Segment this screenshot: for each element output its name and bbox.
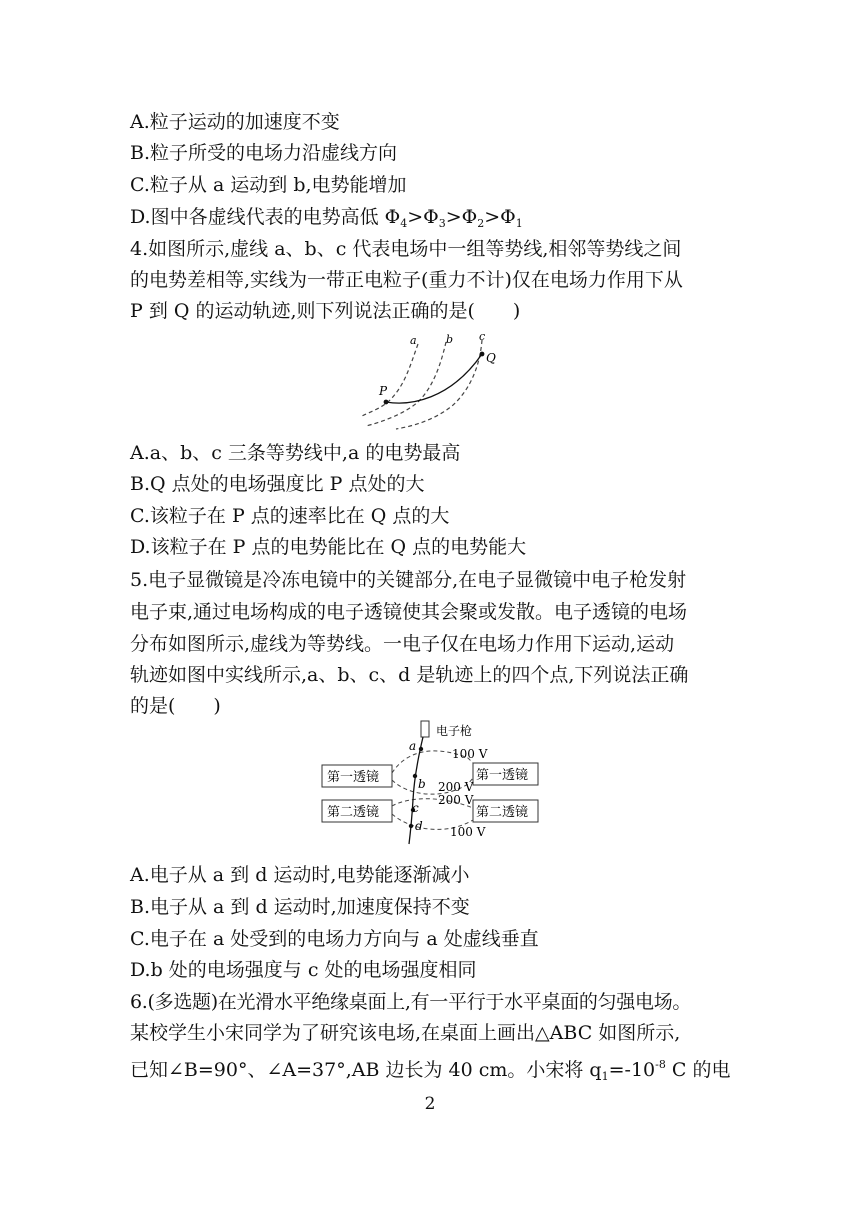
q4-label-q: Q	[486, 351, 496, 365]
q6-stem-line-1: 6.(多选题)在光滑水平绝缘桌面上,有一平行于水平桌面的匀强电场。	[130, 991, 692, 1013]
q5-lens2-left: 第二透镜	[327, 805, 380, 820]
q4-option-c: C.该粒子在 P 点的速率比在 Q 点的大	[130, 505, 450, 527]
q4-option-a: A.a、b、c 三条等势线中,a 的电势最高	[130, 442, 461, 464]
q5-lens2-right: 第二透镜	[476, 805, 529, 820]
q5-label-100v-bottom: 100 V	[450, 825, 486, 839]
q5-stem-line-4: 轨迹如图中实线所示,a、b、c、d 是轨迹上的四个点,下列说法正确	[130, 664, 689, 686]
q5-label-100v-top: 100 V	[452, 747, 488, 761]
q5-option-d: D.b 处的电场强度与 c 处的电场强度相同	[130, 959, 477, 981]
q4-label-c: c	[479, 330, 486, 343]
q5-stem-line-5: 的是( )	[130, 695, 221, 717]
q4-label-b: b	[446, 333, 454, 346]
q6-stem-line-3: 已知∠B=90°、∠A=37°,AB 边长为 40 cm。小宋将 $q_1=-10^{-8}$ C 的电	[130, 1058, 731, 1083]
q4-option-b: B.Q 点处的电场强度比 P 点处的大	[130, 473, 425, 495]
q3-option-d: D.图中各虚线代表的电势高低 $\Phi_4>\Phi_3>\Phi_2>\Phi_1$	[130, 206, 523, 230]
q5-label-a: a	[409, 739, 417, 753]
q5-lens1-right: 第一透镜	[476, 768, 529, 783]
q5-option-a: A.电子从 a 到 d 运动时,电势能逐渐减小	[130, 864, 470, 886]
q5-option-b: B.电子从 a 到 d 运动时,加速度保持不变	[130, 896, 470, 918]
q3-option-b: B.粒子所受的电场力沿虚线方向	[130, 142, 398, 164]
q4-label-a: a	[410, 334, 417, 347]
q3-option-a: A.粒子运动的加速度不变	[130, 111, 340, 133]
q5-label-c: c	[412, 801, 419, 815]
q6-stem-line-2: 某校学生小宋同学为了研究该电场,在桌面上画出△ABC 如图所示,	[130, 1022, 681, 1044]
q4-label-p: P	[379, 384, 388, 398]
q5-label-200v-b: 200 V	[438, 793, 474, 807]
q5-label-200v-a: 200 V	[438, 780, 474, 794]
q5-electron-lens-figure	[318, 718, 543, 846]
q5-option-c: C.电子在 a 处受到的电场力方向与 a 处虚线垂直	[130, 928, 539, 950]
q4-stem-line-2: 的电势差相等,实线为一带正电粒子(重力不计)仅在电场力作用下从	[130, 269, 683, 291]
q4-stem-line-3: P 到 Q 的运动轨迹,则下列说法正确的是( )	[130, 300, 521, 322]
q4-equipotential-figure	[360, 330, 510, 430]
page-number: 2	[424, 1094, 436, 1114]
q5-label-gun: 电子枪	[436, 724, 473, 738]
q3-option-c: C.粒子从 a 运动到 b,电势能增加	[130, 174, 407, 196]
q5-label-b: b	[418, 777, 426, 791]
q5-stem-line-2: 电子束,通过电场构成的电子透镜使其会聚或发散。电子透镜的电场	[130, 601, 688, 623]
q4-stem-line-1: 4.如图所示,虚线 a、b、c 代表电场中一组等势线,相邻等势线之间	[130, 238, 682, 260]
q4-option-d: D.该粒子在 P 点的电势能比在 Q 点的电势能大	[130, 536, 527, 558]
q5-stem-line-1: 5.电子显微镜是冷冻电镜中的关键部分,在电子显微镜中电子枪发射	[130, 569, 687, 591]
q5-lens1-left: 第一透镜	[327, 770, 380, 785]
q5-stem-line-3: 分布如图所示,虚线为等势线。一电子仅在电场力作用下运动,运动	[130, 633, 675, 655]
q5-label-d: d	[415, 819, 423, 833]
